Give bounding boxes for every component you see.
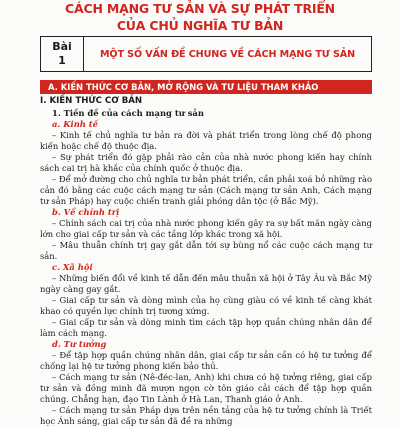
paragraph: – Sự phát triển đó gặp phải rào cản của nhà nước phong kiến hay chính sách cai trị hà khắc của chính quốc ở thuộc địa. xyxy=(40,151,372,173)
paragraph: – Những biến đổi về kinh tế dẫn đến mâu thuẫn xã hội ở Tây Âu và Bắc Mỹ ngày càng gay gắt. xyxy=(40,272,372,294)
paragraph: – Mâu thuẫn chính trị gay gắt dẫn tới sự bùng nổ các cuộc cách mạng tư sản. xyxy=(40,239,372,261)
page-title-line-1: CÁCH MẠNG TƯ SẢN VÀ SỰ PHÁT TRIỂN xyxy=(65,1,335,16)
paragraph: – Giai cấp tư sản và dòng mình của họ cùng giàu có về kinh tế càng khát khao có quyền lực chính trị tương xứng. xyxy=(40,294,372,316)
lesson-header-box xyxy=(40,36,372,72)
subheading-politics: b. Về chính trị xyxy=(52,206,120,217)
lesson-label: Bài xyxy=(52,40,72,53)
subheading-economy: a. Kinh tế xyxy=(52,118,99,129)
paragraph: – Cách mạng tư sản (Nê-đéc-lan, Anh) khi chưa có hệ tưởng riêng, giai cấp tư sản và đồng minh đã mượn ngọn cờ tôn giáo cải cách để tập hợp quần chúng. Chẳng hạn, đạo Tin Lành ở Hà Lan, Thanh giáo ở Anh. xyxy=(40,371,372,404)
paragraph: – Chính sách cai trị của nhà nước phong kiến gây ra sự bất mãn ngày càng lớn cho giai cấp tư sản và các tầng lớp khác trong xã hội. xyxy=(40,217,372,239)
paragraph: – Để tập hợp quần chúng nhân dân, giai cấp tư sản cần có hệ tư tưởng để chống lại hệ tư tưởng phong kiến bảo thủ. xyxy=(40,349,372,371)
heading-level-2: 1. Tiền đề của cách mạng tư sản xyxy=(52,107,204,118)
lesson-number-cell xyxy=(41,37,84,71)
heading-level-1: I. KIẾN THỨC CƠ BẢN xyxy=(40,96,143,106)
lesson-title: MỘT SỐ VẤN ĐỀ CHUNG VỀ CÁCH MẠNG TƯ SẢN xyxy=(99,48,356,60)
section-bar: A. KIẾN THỨC CƠ BẢN, MỞ RỘNG VÀ TƯ LIỆU THAM KHẢO xyxy=(40,80,372,94)
paragraph: – Cách mạng tư sản Pháp dựa trên nền tảng của hệ tư tưởng chính là Triết học Ánh sáng, giai cấp tư sản đã đề ra những xyxy=(40,404,372,426)
page-title-line-2: CỦA CHỦ NGHĨA TƯ BẢN xyxy=(116,18,284,33)
paragraph: – Kinh tế chủ nghĩa tư bản ra đời và phát triển trong lòng chế độ phong kiến hoặc chế độ thuộc địa. xyxy=(40,129,372,151)
paragraph: – Để mở đường cho chủ nghĩa tư bản phát triển, cần phải xoá bỏ những rào cản đó bằng các cuộc cách mạng tư sản (Cách mạng tư sản Anh, Cách mạng tư sản Pháp) hay cuộc chiến tranh giải phóng dân tộc (ở Bắc Mỹ). xyxy=(40,173,372,206)
page-title xyxy=(0,0,400,34)
paragraph: – Giai cấp tư sản và dòng minh tìm cách tập hợp quần chúng nhân dân để làm cách mạng. xyxy=(40,316,372,338)
subheading-society: c. Xã hội xyxy=(52,261,93,272)
content-body xyxy=(40,96,372,427)
lesson-number: 1 xyxy=(58,54,66,67)
subheading-ideology: d. Tư tưởng xyxy=(52,338,107,349)
